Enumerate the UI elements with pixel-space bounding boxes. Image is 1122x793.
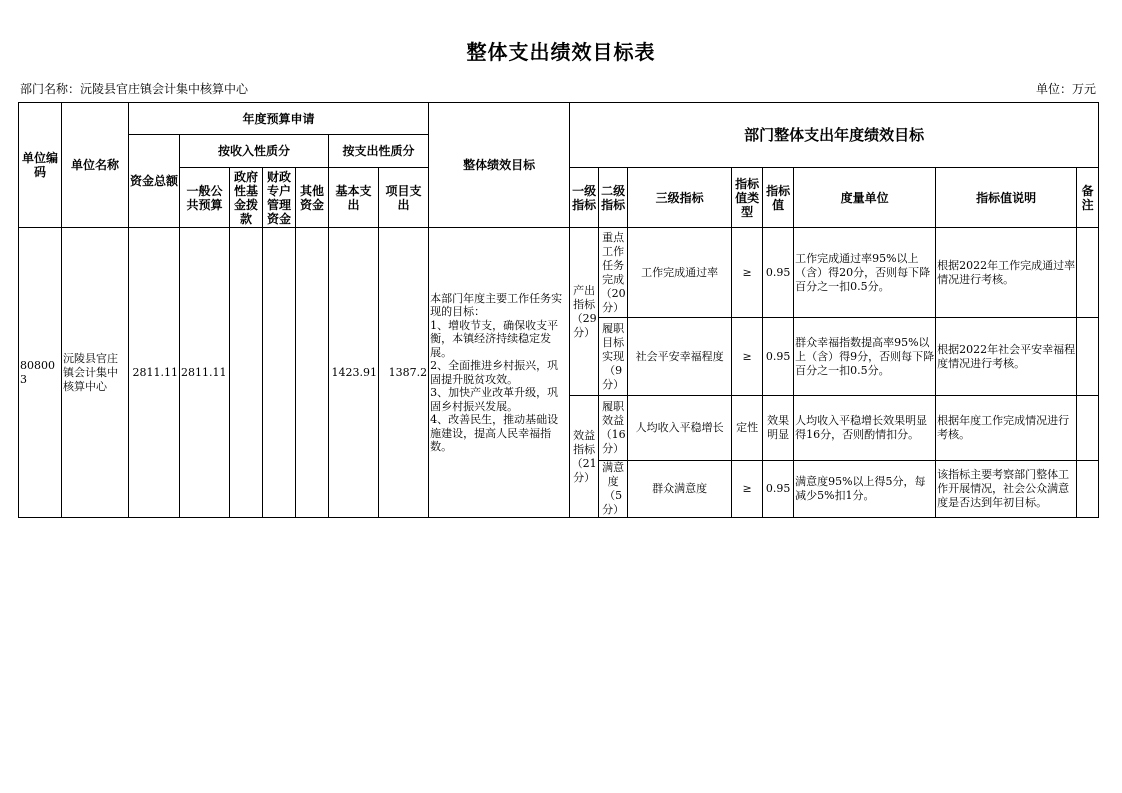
header-unit-code: 单位编码	[19, 103, 62, 228]
header-annual-budget: 年度预算申请	[129, 103, 429, 135]
level2-cell: 履职目标实现（9分）	[599, 318, 628, 396]
level3-cell: 群众满意度	[628, 461, 732, 518]
header-value: 指标值	[763, 168, 794, 228]
general-budget-cell: 2811.11	[180, 228, 230, 518]
value-type-cell: 定性	[732, 396, 763, 461]
header-other-fund: 其他资金	[296, 168, 329, 228]
level2-cell: 重点工作任务完成（20分）	[599, 228, 628, 318]
value-type-cell: ≥	[732, 318, 763, 396]
total-funds-cell: 2811.11	[129, 228, 180, 518]
page-title: 整体支出绩效目标表	[466, 40, 656, 64]
level2-cell: 履职效益（16分）	[599, 396, 628, 461]
header-value-desc: 指标值说明	[936, 168, 1077, 228]
header-by-income: 按收入性质分	[180, 135, 329, 168]
header-measure: 度量单位	[794, 168, 936, 228]
remark-cell	[1077, 396, 1099, 461]
header-dept-goal: 部门整体支出年度绩效目标	[570, 103, 1099, 168]
header-general-budget: 一般公共预算	[180, 168, 230, 228]
project-expense-cell: 1387.2	[379, 228, 429, 518]
header-special-fund: 财政专户管理资金	[263, 168, 296, 228]
value-desc-cell: 根据2022年工作完成通过率情况进行考核。	[936, 228, 1077, 318]
header-level3: 三级指标	[628, 168, 732, 228]
level3-cell: 工作完成通过率	[628, 228, 732, 318]
header-level1: 一级指标	[570, 168, 599, 228]
value-cell: 效果明显	[763, 396, 794, 461]
level2-cell: 满意度（5分）	[599, 461, 628, 518]
performance-table	[18, 102, 1099, 518]
level1-benefit-cell: 效益指标（21分）	[570, 396, 599, 518]
level1-output-cell: 产出指标（29分）	[570, 228, 599, 396]
value-desc-cell: 根据年度工作完成情况进行考核。	[936, 396, 1077, 461]
department-name: 部门名称：沅陵县官庄镇会计集中核算中心	[20, 82, 249, 96]
other-fund-cell	[296, 228, 329, 518]
value-type-cell: ≥	[732, 461, 763, 518]
value-type-cell: ≥	[732, 228, 763, 318]
header-total-funds: 资金总额	[129, 135, 180, 228]
level3-cell: 人均收入平稳增长	[628, 396, 732, 461]
header-unit-name: 单位名称	[62, 103, 129, 228]
measure-cell: 满意度95%以上得5分，每减少5%扣1分。	[794, 461, 936, 518]
remark-cell	[1077, 461, 1099, 518]
value-cell: 0.95	[763, 318, 794, 396]
unit-name-cell: 沅陵县官庄镇会计集中核算中心	[62, 228, 129, 518]
header-basic-expense: 基本支出	[329, 168, 379, 228]
header-value-type: 指标值类型	[732, 168, 763, 228]
remark-cell	[1077, 228, 1099, 318]
measure-cell: 群众幸福指数提高率95%以上（含）得9分，否则每下降百分之一扣0.5分。	[794, 318, 936, 396]
header-by-expense: 按支出性质分	[329, 135, 429, 168]
header-gov-fund: 政府性基金拨款	[230, 168, 263, 228]
remark-cell	[1077, 318, 1099, 396]
value-desc-cell: 根据2022年社会平安幸福程度情况进行考核。	[936, 318, 1077, 396]
basic-expense-cell: 1423.91	[329, 228, 379, 518]
unit-label: 单位：万元	[1035, 82, 1096, 96]
value-cell: 0.95	[763, 461, 794, 518]
overall-goal-cell: 本部门年度主要工作任务实现的目标： 1、增收节支，确保收支平衡，本镇经济持续稳定发展。 2、全面推进乡村振兴，巩固提升脱贫攻效。 3、加快产业改革升级，巩固乡村振兴发展。 4、改善民生，推动基础设施建设，提高人民幸福指数。	[429, 228, 570, 518]
gov-fund-cell	[230, 228, 263, 518]
table-row	[19, 228, 1099, 318]
level3-cell: 社会平安幸福程度	[628, 318, 732, 396]
header-remark: 备注	[1077, 168, 1099, 228]
header-level2: 二级指标	[599, 168, 628, 228]
unit-code-cell: 808003	[19, 228, 62, 518]
header-project-expense: 项目支出	[379, 168, 429, 228]
header-overall-goal: 整体绩效目标	[429, 103, 570, 228]
value-cell: 0.95	[763, 228, 794, 318]
value-desc-cell: 该指标主要考察部门整体工作开展情况，社会公众满意度是否达到年初目标。	[936, 461, 1077, 518]
measure-cell: 人均收入平稳增长效果明显得16分，否则酌情扣分。	[794, 396, 936, 461]
special-fund-cell	[263, 228, 296, 518]
measure-cell: 工作完成通过率95%以上（含）得20分，否则每下降百分之一扣0.5分。	[794, 228, 936, 318]
